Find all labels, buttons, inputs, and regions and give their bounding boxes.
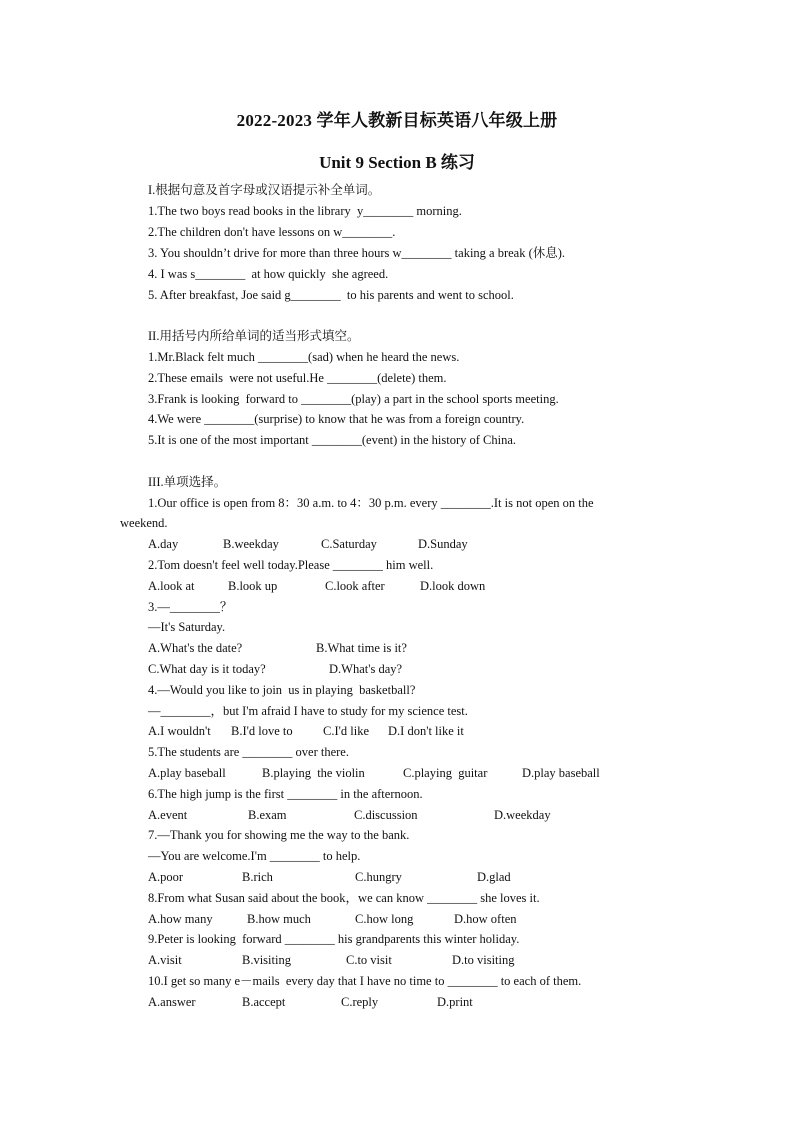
q4-option-d: D.I don't like it (388, 724, 464, 738)
q2-stem: 2.Tom doesn't feel well today.Please ________ him well. (148, 558, 434, 572)
q1-stem: 1.Our office is open from 8：30 a.m. to 4：30 p.m. every ________.It is not open on the (148, 496, 594, 510)
q9-option-d: D.to visiting (452, 953, 515, 967)
q10-option-d: D.print (437, 995, 473, 1009)
q6-option-d: D.weekday (494, 808, 551, 822)
q1-stem-cont: weekend. (120, 516, 168, 530)
q4-option-a: A.I wouldn't (148, 724, 211, 738)
q5-option-a: A.play baseball (148, 766, 226, 780)
q7-option-b: B.rich (242, 870, 273, 884)
q7-option-d: D.glad (477, 870, 511, 884)
q8-option-b: B.how much (247, 912, 311, 926)
q2-option-b: B.look up (228, 579, 278, 593)
q10-option-b: B.accept (242, 995, 286, 1009)
q10-stem: 10.I get so many e－mails every day that I have no time to ________ to each of them. (148, 974, 582, 988)
q9-option-b: B.visiting (242, 953, 291, 967)
part2-item-1: 1.Mr.Black felt much ________(sad) when he heard the news. (148, 350, 460, 364)
q4-reply: —________，but I'm afraid I have to study for my science test. (148, 704, 468, 718)
q3-option-a: A.What's the date? (148, 641, 243, 655)
q3-option-d: D.What's day? (329, 662, 403, 676)
q7-reply: —You are welcome.I'm ________ to help. (148, 849, 361, 863)
q7-stem: 7.—Thank you for showing me the way to the bank. (148, 828, 410, 842)
page-title: 2022-2023 学年人教新目标英语八年级上册 (236, 111, 558, 130)
q2-option-a: A.look at (148, 579, 195, 593)
part1-item-4: 4. I was s________ at how quickly she agreed. (148, 267, 389, 281)
q2-option-c: C.look after (325, 579, 385, 593)
q6-option-a: A.event (148, 808, 188, 822)
q5-option-d: D.play baseball (522, 766, 600, 780)
q7-option-c: C.hungry (355, 870, 402, 884)
part2-item-2: 2.These emails were not useful.He ________(delete) them. (148, 371, 447, 385)
part1-item-2: 2.The children don't have lessons on w________. (148, 225, 396, 239)
part1-item-1: 1.The two boys read books in the library y________ morning. (148, 204, 462, 218)
q10-option-a: A.answer (148, 995, 196, 1009)
part1-item-3: 3. You shouldn’t drive for more than three hours w________ taking a break (休息). (148, 246, 566, 260)
q1-option-d: D.Sunday (418, 537, 468, 551)
q5-stem: 5.The students are ________ over there. (148, 745, 349, 759)
q1-option-b: B.weekday (223, 537, 279, 551)
q8-option-d: D.how often (454, 912, 517, 926)
q4-stem: 4.—Would you like to join us in playing basketball? (148, 683, 416, 697)
q8-stem: 8.From what Susan said about the book，we can know ________ she loves it. (148, 891, 540, 905)
q6-option-b: B.exam (248, 808, 287, 822)
q1-option-a: A.day (148, 537, 179, 551)
q4-option-c: C.I'd like (323, 724, 369, 738)
q2-option-d: D.look down (420, 579, 486, 593)
q9-option-a: A.visit (148, 953, 182, 967)
q5-option-b: B.playing the violin (262, 766, 365, 780)
q9-option-c: C.to visit (346, 953, 392, 967)
q3-option-b: B.What time is it? (316, 641, 407, 655)
q1-option-c: C.Saturday (321, 537, 377, 551)
q7-option-a: A.poor (148, 870, 184, 884)
q8-option-c: C.how long (355, 912, 414, 926)
part2-item-3: 3.Frank is looking forward to ________(play) a part in the school sports meeting. (148, 392, 559, 406)
q5-option-c: C.playing guitar (403, 766, 488, 780)
page-subtitle: Unit 9 Section B 练习 (319, 153, 475, 172)
part1-heading: I.根据句意及首字母或汉语提示补全单词。 (148, 183, 381, 197)
part2-item-5: 5.It is one of the most important ________(event) in the history of China. (148, 433, 516, 447)
q3-option-c: C.What day is it today? (148, 662, 266, 676)
part3-heading: III.单项选择。 (148, 475, 227, 489)
part1-item-5: 5. After breakfast, Joe said g________ to his parents and went to school. (148, 288, 514, 302)
part2-item-4: 4.We were ________(surprise) to know that he was from a foreign country. (148, 412, 525, 426)
q3-stem: 3.—________？ (148, 600, 233, 614)
q6-stem: 6.The high jump is the first ________ in the afternoon. (148, 787, 423, 801)
q10-option-c: C.reply (341, 995, 379, 1009)
q3-reply: —It's Saturday. (148, 620, 226, 634)
q6-option-c: C.discussion (354, 808, 418, 822)
q8-option-a: A.how many (148, 912, 213, 926)
q9-stem: 9.Peter is looking forward ________ his grandparents this winter holiday. (148, 932, 520, 946)
q4-option-b: B.I'd love to (231, 724, 293, 738)
part2-heading: II.用括号内所给单词的适当形式填空。 (148, 329, 360, 343)
